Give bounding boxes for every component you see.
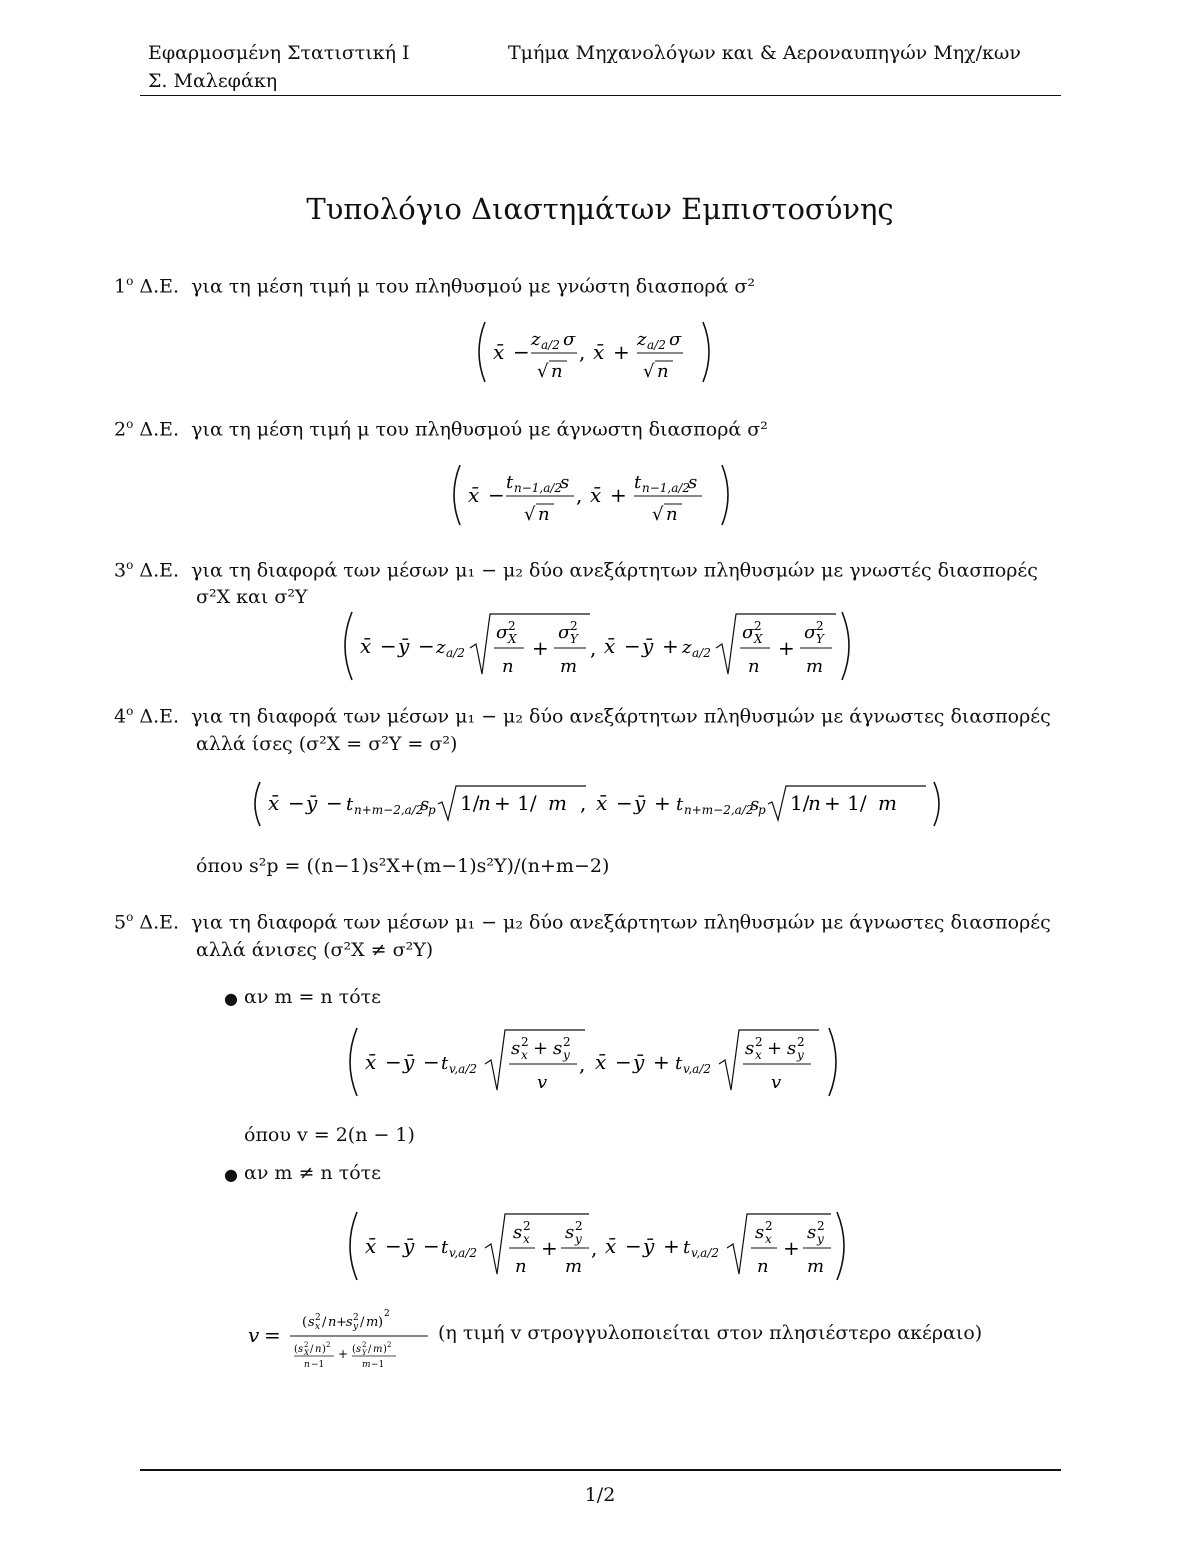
- svg-text:√: √: [524, 504, 536, 525]
- footer-rule: [140, 1469, 1061, 1471]
- svg-text:s: s: [755, 1222, 765, 1243]
- formula-3: [0, 608, 1200, 684]
- svg-text:m: m: [560, 656, 578, 677]
- svg-text:+: +: [778, 636, 795, 660]
- svg-text:(: (: [302, 1315, 308, 1330]
- svg-text:s: s: [420, 794, 430, 815]
- note-1: όπου v = 2(n − 1): [244, 1124, 415, 1146]
- svg-text:n: n: [315, 1344, 322, 1355]
- svg-text:ȳ: ȳ: [398, 634, 410, 658]
- formula-2: [0, 461, 1200, 529]
- svg-text:−: −: [385, 1050, 402, 1074]
- svg-text:2: 2: [508, 619, 516, 633]
- svg-text:x̄: x̄: [595, 1050, 607, 1074]
- svg-text:m: m: [548, 791, 567, 815]
- svg-text:/: /: [310, 1344, 314, 1355]
- item-4-heading: [114, 704, 1051, 727]
- svg-text:/: /: [360, 1315, 365, 1330]
- svg-text:+: +: [610, 483, 627, 507]
- bullet-icon: ●: [224, 989, 238, 1008]
- svg-text:2: 2: [523, 1219, 531, 1233]
- svg-text:t: t: [441, 1053, 449, 1074]
- svg-text:x̄: x̄: [604, 634, 616, 658]
- svg-text:2: 2: [797, 1035, 805, 1049]
- svg-text:+: +: [541, 1236, 558, 1260]
- svg-text:v,a/2: v,a/2: [683, 1062, 712, 1076]
- svg-text:−: −: [423, 1050, 440, 1074]
- svg-text:σ: σ: [496, 622, 509, 643]
- svg-text:/: /: [322, 1315, 327, 1330]
- item-4-continuation: αλλά ίσες (σ²X = σ²Y = σ²): [196, 733, 458, 755]
- svg-text:y: y: [575, 1232, 582, 1246]
- svg-text:z: z: [682, 637, 692, 658]
- svg-text:√: √: [652, 504, 664, 525]
- formula-5a: [0, 1024, 1200, 1100]
- item-abbr: Δ.Ε.: [139, 705, 180, 728]
- svg-text:−: −: [615, 1050, 632, 1074]
- svg-text:+ 1/: + 1/: [824, 791, 867, 815]
- item-number-sup: ο: [126, 910, 134, 924]
- svg-text:+: +: [338, 1347, 349, 1361]
- svg-text:+: +: [663, 1234, 680, 1258]
- svg-text:y: y: [817, 1232, 824, 1246]
- svg-text:t: t: [506, 472, 514, 493]
- svg-text:): ): [322, 1344, 326, 1355]
- svg-text:n: n: [304, 1360, 310, 1370]
- page-title: Τυπολόγιο Διαστημάτων Εμπιστοσύνης: [306, 192, 894, 226]
- svg-text:n: n: [748, 656, 760, 677]
- svg-text:x̄: x̄: [605, 1234, 617, 1258]
- svg-text:m: m: [366, 1315, 379, 1330]
- formula-1: [0, 318, 1200, 386]
- svg-text:2: 2: [755, 1035, 763, 1049]
- svg-text:−: −: [488, 483, 505, 507]
- svg-text:t: t: [683, 1237, 691, 1258]
- svg-text:2: 2: [563, 1035, 571, 1049]
- page-number: 1/2: [584, 1484, 616, 1506]
- svg-text:z: z: [637, 329, 647, 350]
- svg-text:v: v: [248, 1323, 260, 1347]
- svg-text:2: 2: [754, 619, 762, 633]
- svg-text:σ: σ: [563, 329, 576, 350]
- svg-text:2: 2: [315, 1313, 321, 1323]
- header-rule: [140, 95, 1061, 96]
- svg-text:a/2: a/2: [541, 338, 560, 352]
- formula-4: [0, 778, 1200, 830]
- item-4-note: [196, 855, 609, 877]
- svg-text:n: n: [666, 504, 678, 525]
- item-text: για τη διαφορά των μέσων μ₁ − μ₂ δύο ανεξάρτητων πληθυσμών με γνωστές διασπορές: [191, 559, 1038, 582]
- svg-text:a/2: a/2: [692, 646, 711, 660]
- svg-text:2: 2: [353, 1313, 359, 1323]
- svg-text:Y: Y: [570, 632, 578, 646]
- svg-text:√: √: [643, 361, 655, 382]
- svg-text:v: v: [537, 1072, 548, 1093]
- svg-text:,: ,: [579, 1052, 586, 1076]
- svg-text:+: +: [767, 1038, 783, 1059]
- svg-text:−: −: [625, 1234, 642, 1258]
- svg-text:s: s: [565, 1222, 575, 1243]
- svg-text:s: s: [298, 1344, 304, 1355]
- item-number: 3: [114, 559, 127, 582]
- svg-text:z: z: [436, 637, 446, 658]
- svg-text:t: t: [634, 472, 642, 493]
- svg-text:v,a/2: v,a/2: [449, 1246, 478, 1260]
- svg-text:+: +: [533, 1038, 549, 1059]
- svg-text:n+m−2,a/2: n+m−2,a/2: [684, 803, 754, 817]
- svg-text:−: −: [616, 791, 633, 815]
- svg-text:=: =: [264, 1323, 281, 1347]
- svg-text:t: t: [676, 794, 684, 815]
- svg-text:a/2: a/2: [647, 338, 666, 352]
- item-abbr: Δ.Ε.: [139, 911, 180, 934]
- svg-text:m: m: [565, 1256, 583, 1277]
- svg-text:+: +: [654, 791, 671, 815]
- svg-text:m: m: [373, 1344, 383, 1355]
- svg-text:n+m−2,a/2: n+m−2,a/2: [354, 803, 424, 817]
- item-number: 2: [114, 418, 127, 441]
- svg-text:p: p: [758, 803, 766, 817]
- svg-text:n: n: [328, 1315, 337, 1330]
- svg-text:n: n: [515, 1256, 527, 1277]
- svg-text:s: s: [750, 794, 760, 815]
- svg-text:1/: 1/: [460, 791, 480, 815]
- svg-text:x: x: [755, 1048, 762, 1062]
- svg-text:−: −: [624, 634, 641, 658]
- department-name: Τμήμα Μηχανολόγων και & Αεροναυπηγών Μηχ/κων: [508, 42, 1021, 64]
- item-3-heading: [114, 558, 1038, 581]
- svg-text:2: 2: [816, 619, 824, 633]
- svg-text:s: s: [745, 1038, 755, 1059]
- svg-text:y: y: [563, 1048, 570, 1062]
- svg-text:−: −: [326, 791, 343, 815]
- svg-text:s: s: [346, 1315, 353, 1330]
- svg-text:2: 2: [817, 1219, 825, 1233]
- bullet-1-text: αν m = n τότε: [244, 986, 382, 1008]
- svg-text:s: s: [688, 472, 698, 493]
- svg-text:n−1,a/2: n−1,a/2: [514, 481, 563, 495]
- svg-text:x: x: [765, 1232, 772, 1246]
- svg-text:x: x: [315, 1322, 321, 1332]
- svg-text:m: m: [806, 656, 824, 677]
- item-number-sup: ο: [126, 704, 134, 718]
- svg-text:2: 2: [326, 1341, 331, 1349]
- svg-text:x̄: x̄: [590, 483, 602, 507]
- svg-text:s: s: [308, 1315, 315, 1330]
- svg-text:X: X: [508, 632, 517, 646]
- svg-text:(: (: [294, 1344, 298, 1355]
- svg-text:X: X: [754, 632, 763, 646]
- svg-text:2: 2: [575, 1219, 583, 1233]
- svg-text:(: (: [352, 1344, 356, 1355]
- svg-text:−: −: [385, 1234, 402, 1258]
- svg-text:2: 2: [765, 1219, 773, 1233]
- svg-text:X: X: [304, 1349, 309, 1357]
- svg-text:+: +: [336, 1315, 347, 1330]
- svg-text:−: −: [380, 634, 397, 658]
- svg-text:+ 1/: + 1/: [494, 791, 537, 815]
- svg-text:/: /: [368, 1344, 372, 1355]
- svg-text:,: ,: [580, 791, 587, 815]
- svg-text:+: +: [613, 340, 630, 364]
- note-label: όπου s²p = ((n−1)s²X+(m−1)s²Y)/(n+m−2): [196, 855, 610, 877]
- svg-text:√: √: [537, 361, 549, 382]
- svg-text:s: s: [513, 1222, 523, 1243]
- svg-text:m: m: [807, 1256, 825, 1277]
- item-abbr: Δ.Ε.: [139, 559, 180, 582]
- item-1-heading: [114, 274, 755, 297]
- svg-text:v,a/2: v,a/2: [449, 1062, 478, 1076]
- svg-text:ȳ: ȳ: [306, 791, 318, 815]
- item-number-sup: ο: [126, 274, 134, 288]
- svg-text:+: +: [783, 1236, 800, 1260]
- svg-text:n: n: [551, 361, 563, 382]
- bullet-icon: ●: [224, 1165, 238, 1184]
- svg-text:ȳ: ȳ: [634, 791, 646, 815]
- item-3-continuation: σ²X και σ²Y: [196, 586, 308, 608]
- svg-text:,: ,: [576, 483, 583, 507]
- item-text: για τη διαφορά των μέσων μ₁ − μ₂ δύο ανεξάρτητων πληθυσμών με άγνωστες διασπορές: [191, 705, 1051, 728]
- svg-text:σ: σ: [742, 622, 755, 643]
- svg-text:n: n: [757, 1256, 769, 1277]
- svg-text:−1: −1: [311, 1360, 325, 1370]
- svg-text:s: s: [807, 1222, 817, 1243]
- svg-text:,: ,: [579, 340, 586, 364]
- svg-text:s: s: [553, 1038, 563, 1059]
- svg-text:−: −: [288, 791, 305, 815]
- bullet-2-text: αν m ≠ n τότε: [244, 1162, 382, 1184]
- svg-text:m: m: [878, 791, 897, 815]
- svg-text:−: −: [423, 1234, 440, 1258]
- svg-text:x̄: x̄: [468, 483, 480, 507]
- svg-text:n−1,a/2: n−1,a/2: [642, 481, 691, 495]
- svg-text:ȳ: ȳ: [643, 1234, 655, 1258]
- svg-text:y: y: [797, 1048, 804, 1062]
- svg-text:x: x: [523, 1232, 530, 1246]
- svg-text:σ: σ: [558, 622, 571, 643]
- svg-text:s: s: [560, 472, 570, 493]
- svg-text:2: 2: [570, 619, 578, 633]
- svg-text:σ: σ: [669, 329, 682, 350]
- svg-text:−1: −1: [371, 1360, 385, 1370]
- svg-text:2: 2: [362, 1341, 367, 1349]
- svg-text:ȳ: ȳ: [403, 1050, 415, 1074]
- svg-text:+: +: [653, 1050, 670, 1074]
- svg-text:x̄: x̄: [493, 340, 505, 364]
- svg-text:2: 2: [387, 1341, 392, 1349]
- course-title: Εφαρμοσμένη Στατιστική Ι: [148, 42, 410, 64]
- item-number: 5: [114, 911, 127, 934]
- svg-text:s: s: [787, 1038, 797, 1059]
- item-abbr: Δ.Ε.: [139, 275, 180, 298]
- item-text: για τη διαφορά των μέσων μ₁ − μ₂ δύο ανεξάρτητων πληθυσμών με άγνωστες διασπορές: [191, 911, 1051, 934]
- svg-text:t: t: [675, 1053, 683, 1074]
- svg-text:ȳ: ȳ: [633, 1050, 645, 1074]
- svg-text:n: n: [808, 791, 821, 815]
- author-name: Σ. Μαλεφάκη: [148, 70, 278, 92]
- svg-text:v: v: [771, 1072, 782, 1093]
- svg-text:v,a/2: v,a/2: [691, 1246, 720, 1260]
- svg-text:): ): [378, 1315, 384, 1330]
- svg-text:n: n: [478, 791, 491, 815]
- svg-text:2: 2: [521, 1035, 529, 1049]
- item-5-heading: [114, 910, 1051, 933]
- item-number-sup: ο: [126, 417, 134, 431]
- svg-text:x: x: [521, 1048, 528, 1062]
- v-rounding-note: (η τιμή v στρογγυλοποιείται στον πλησιέστερο ακέραιο): [438, 1322, 983, 1344]
- item-5-continuation: αλλά άνισες (σ²X ≠ σ²Y): [196, 939, 434, 961]
- svg-text:p: p: [428, 803, 436, 817]
- svg-text:n: n: [657, 361, 669, 382]
- svg-text:,: ,: [591, 1236, 598, 1260]
- svg-text:Y: Y: [816, 632, 824, 646]
- svg-text:ȳ: ȳ: [642, 634, 654, 658]
- svg-text:y: y: [353, 1322, 359, 1332]
- svg-text:t: t: [346, 794, 354, 815]
- svg-text:): ): [383, 1344, 387, 1355]
- svg-text:s: s: [356, 1344, 362, 1355]
- svg-text:σ: σ: [804, 622, 817, 643]
- svg-text:,: ,: [590, 636, 597, 660]
- svg-text:t: t: [441, 1237, 449, 1258]
- item-number: 1: [114, 275, 127, 298]
- item-number: 4: [114, 705, 127, 728]
- svg-text:2: 2: [384, 1309, 390, 1319]
- svg-text:x̄: x̄: [593, 340, 605, 364]
- svg-text:1/: 1/: [790, 791, 810, 815]
- svg-text:x̄: x̄: [365, 1234, 377, 1258]
- svg-text:x̄: x̄: [268, 791, 280, 815]
- svg-text:x̄: x̄: [365, 1050, 377, 1074]
- svg-text:Y: Y: [362, 1349, 367, 1357]
- svg-text:+: +: [662, 634, 679, 658]
- item-number-sup: ο: [126, 558, 134, 572]
- item-abbr: Δ.Ε.: [139, 418, 180, 441]
- svg-text:+: +: [532, 636, 549, 660]
- formula-5b: [0, 1208, 1200, 1284]
- item-text: για τη μέση τιμή μ του πληθυσμού με γνώστη διασπορά σ²: [191, 275, 756, 298]
- svg-text:ȳ: ȳ: [403, 1234, 415, 1258]
- svg-text:n: n: [502, 656, 514, 677]
- svg-text:2: 2: [304, 1341, 309, 1349]
- svg-text:m: m: [362, 1360, 371, 1370]
- svg-text:z: z: [531, 329, 541, 350]
- item-text: για τη μέση τιμή μ του πληθυσμού με άγνωστη διασπορά σ²: [191, 418, 768, 441]
- svg-text:−: −: [513, 340, 530, 364]
- v-formula: [246, 1300, 436, 1376]
- svg-text:a/2: a/2: [446, 646, 465, 660]
- item-2-heading: [114, 417, 768, 440]
- svg-text:x̄: x̄: [596, 791, 608, 815]
- svg-text:s: s: [511, 1038, 521, 1059]
- svg-text:−: −: [418, 634, 435, 658]
- svg-text:x̄: x̄: [360, 634, 372, 658]
- svg-text:n: n: [538, 504, 550, 525]
